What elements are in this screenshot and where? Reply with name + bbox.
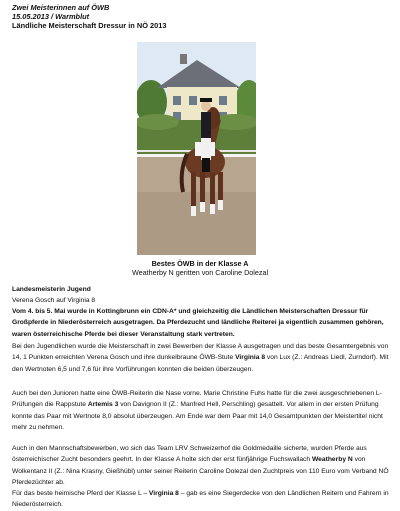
article-photo [137, 42, 256, 255]
horse-name: Artemis 3 [87, 401, 119, 409]
paragraph-text: von Wolkentanz II (Z.: Nina Krasny, Gießhübl) unter seiner Reiterin Caroline Dolezal den Zuchtpreis von 110 Euro vom Verband NÖ Pferdezüchter ab. [12, 456, 389, 486]
horse-name: Virginia 8 [148, 490, 179, 498]
paragraph-text: Auch bei den Junioren hatte eine ÖWB-Reiterin die Nase vorne. Marie Christine Fuhs hatte für die zwei ausgeschriebenen L-Prüfungen die Rappstute [12, 390, 382, 409]
paragraph-text: – gab es eine Siegerdecke von den Ländlichen Reitern und Fahrern in Niederösterreich. [12, 490, 389, 509]
paragraph-text: Bei den Jugendlichen wurde die Meisterschaft in zwei Bewerben der Klasse A ausgetragen und das beste Gesamtergebnis von 14, 1 Punkten erreichten Verena Gosch und ihre dunkelbraune ÖWB-Stute [12, 343, 389, 362]
paragraph-junioren [12, 388, 392, 433]
horse-name: Virginia 8 [235, 354, 266, 362]
paragraph-text: von Lux (Z.: Andreas Liedl, Zurndorf). Mit den Wertnoten 6,5 und 7,6 für ihre Vorführungen konnten die beiden überzeugen. [12, 354, 389, 373]
paragraph-jugend [12, 341, 392, 375]
section-subheading: Verena Gosch auf Virginia 8 [12, 297, 96, 304]
photo-caption-title: Bestes ÖWB in der Klasse A [151, 259, 249, 268]
article-title: Zwei Meisterinnen auf ÖWB [12, 3, 110, 12]
paragraph-text: von Davignon II (Z.: Manfred Hell, Perschling) gesattelt. Vor allem in der ersten Prüfung konnte das Paar mit Wertnote 8,0 absolut überzeugen. Am Ende war dem Paar mit 14,0 Gesamtpunkten der Meistertitel nicht mehr zu nehmen. [12, 401, 383, 431]
photo-caption-subtitle: Weatherby N geritten von Caroline Dolezal [131, 268, 269, 277]
article-subtitle: Ländliche Meisterschaft Dressur in NÖ 2013 [12, 21, 167, 30]
article-date: 15.05.2013 / Warmblut [12, 12, 90, 21]
paragraph-text: Für das beste heimische Pferd der Klasse L – [12, 490, 149, 498]
intro-paragraph: Vom 4. bis 5. Mai wurde in Kottingbrunn ein CDN-A* und gleichzeitig die Ländlichen Meisterschaften Dressur für Großpferde in Niederösterreich ausgetragen. Da Pferdezucht und ländliche Reiterei ja eigentlich zusammen gehören, waren österreichische Pferde bei dieser Veranstaltung stark vertreten. [12, 308, 384, 338]
paragraph-text: Auch in den Mannschaftsbewerben, wo sich das Team LRV Schweizerhof die Goldmedaille sicherte, wurden Pferde aus österreichischer Zucht besonders geehrt. In der Klasse A holte sich der erst fünfjährige Fuchswallach [12, 445, 367, 464]
horse-name: Weatherby N [311, 456, 353, 464]
paragraph-mannschaft [12, 443, 392, 511]
section-heading: Landesmeisterin Jugend [12, 286, 91, 293]
